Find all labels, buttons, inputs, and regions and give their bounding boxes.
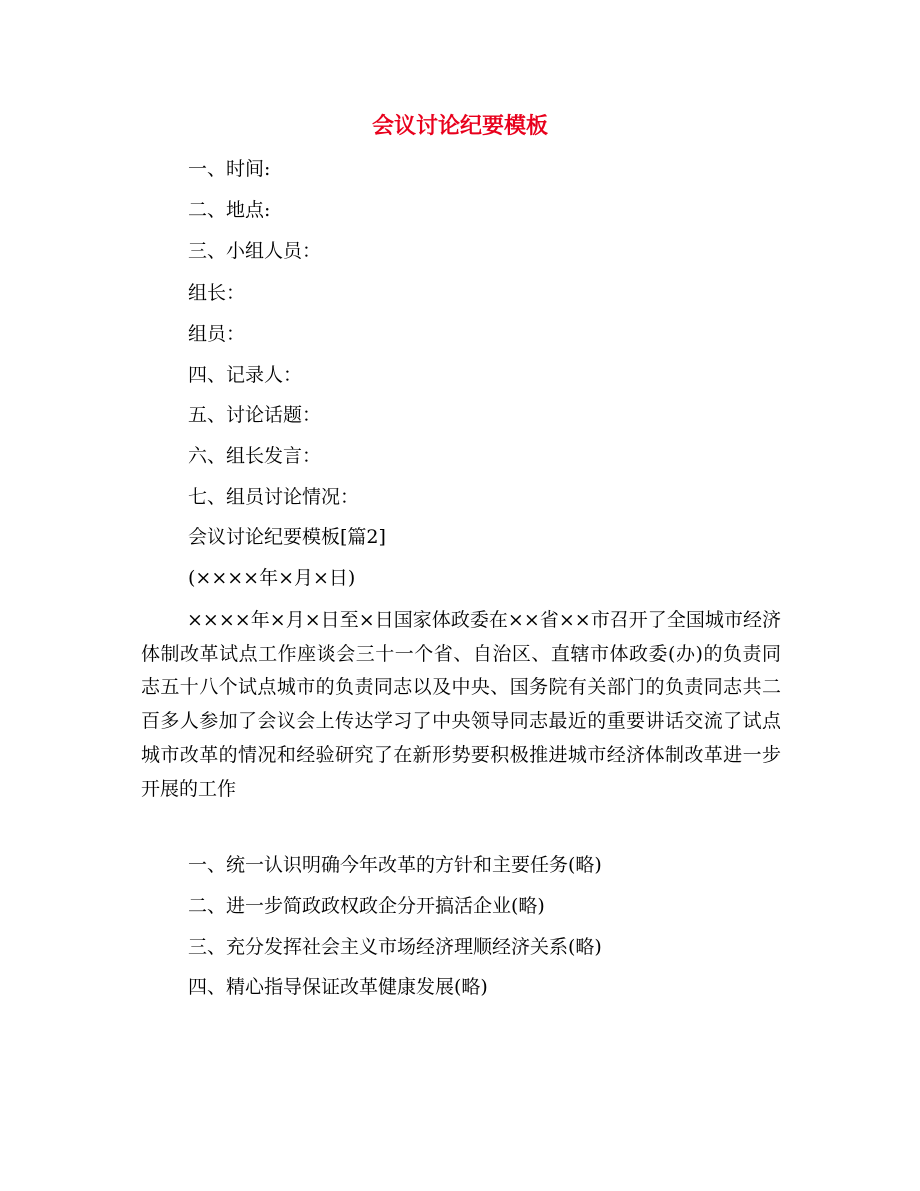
point-2: 二、进一步简政政权政企分开搞活企业(略) bbox=[188, 895, 545, 917]
item-recorder: 四、记录人： bbox=[188, 364, 303, 386]
body-paragraph: ××××年×月×日至×日国家体政委在××省××市召开了全国城市经济体制改革试点工作座谈会三十一个省、自治区、直辖市体政委(办)的负责同志五十八个试点城市的负责同志以及中央、国务院有关部门的负责同志共二百多人参加了会议会上传达学习了中央领导同志最近的重要讲话交流了试点城市改革的情况和经验研究了在新形势要积极推进城市经济体制改革进一步开展的工作 bbox=[141, 609, 781, 800]
point-3: 三、充分发挥社会主义市场经济理顺经济关系(略) bbox=[188, 936, 602, 958]
item-group-members: 三、小组人员： bbox=[188, 240, 322, 262]
item-group-member: 组员： bbox=[188, 323, 246, 345]
item-discussion-topic: 五、讨论话题： bbox=[188, 404, 322, 426]
item-location: 二、地点: bbox=[188, 199, 271, 221]
item-group-leader: 组长： bbox=[188, 282, 246, 304]
document-title: 会议讨论纪要模板 bbox=[371, 113, 548, 139]
item-time: 一、时间: bbox=[188, 158, 271, 180]
item-leader-speech: 六、组长发言： bbox=[188, 445, 322, 467]
section2-heading: 会议讨论纪要模板[篇2] bbox=[188, 526, 386, 548]
item-member-discussion: 七、组员讨论情况： bbox=[188, 486, 360, 508]
date-line: (××××年×月×日) bbox=[188, 567, 356, 589]
point-4: 四、精心指导保证改革健康发展(略) bbox=[188, 976, 488, 998]
point-1: 一、统一认识明确今年改革的方针和主要任务(略) bbox=[188, 854, 602, 876]
